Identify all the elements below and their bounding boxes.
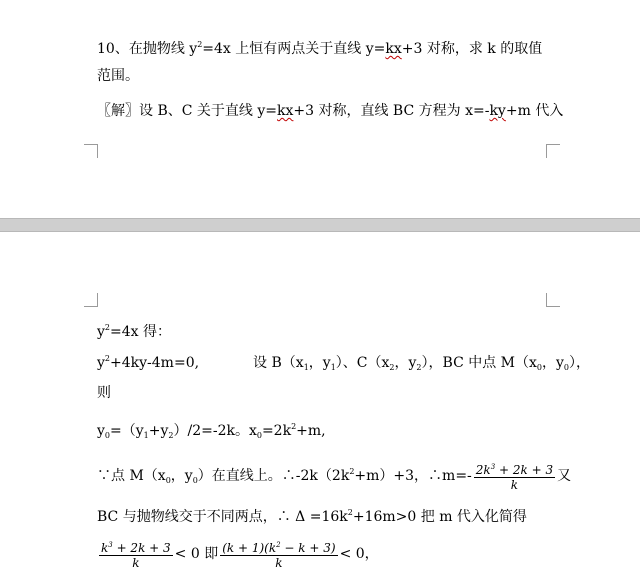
fraction-numerator: $2k^3 + 2k + 3$ xyxy=(474,460,555,478)
fraction-m xyxy=(474,460,555,492)
solution-line-7: BC 与抛物线交于不同两点，∴ $\Delta =16k^2+16m>0$ 把 m 代入化简得 xyxy=(97,508,527,525)
fraction-denominator: k xyxy=(132,556,140,570)
page-separator xyxy=(0,218,640,232)
solution-line-3: $y^2+4ky-4m=0$, 设 $B(x_1$，$y_1$）、$C(x_2$，$y_2$），BC 中点 $M(x_0$，$y_0$）， xyxy=(97,354,591,372)
fraction-denominator: k xyxy=(275,556,283,570)
document-page-2 xyxy=(0,232,640,581)
crop-mark-top-right xyxy=(546,293,560,307)
spellcheck-underline: kx xyxy=(385,41,402,57)
crop-mark-bottom-left xyxy=(84,144,98,158)
crop-mark-top-left xyxy=(84,293,98,307)
solution-line-5: $y_0=(y_1+y_2)/2=-2k$。$x_0=2k^2+m$, xyxy=(97,422,326,440)
spellcheck-underline: ky xyxy=(489,103,506,119)
document-page-1 xyxy=(0,0,640,218)
solution-line-8: $\frac{k^3 + 2k + 3}{k}$ < 0 即 $\frac{(k + 1)(k^2 - k + 3)}{k}$ < 0， xyxy=(97,536,379,572)
spellcheck-underline: kx xyxy=(277,103,294,119)
crop-mark-bottom-right xyxy=(546,144,560,158)
fraction-right xyxy=(220,538,337,570)
solution-line-2: $y^2=4x$ 得： xyxy=(97,323,171,340)
fraction-denominator: k xyxy=(510,478,519,492)
problem-line-1: 10、在抛物线 $y^2=4x$ 上恒有两点关于直线 y=kx+3 对称，求 k 的取值 xyxy=(97,40,543,57)
fraction-numerator: $k^3 + 2k + 3$ xyxy=(99,538,173,556)
fraction-left xyxy=(99,538,173,570)
solution-line-4: 则 xyxy=(97,385,111,401)
solution-line-6: ∵点 $M(x_0$，$y_0$）在直线上。$\therefore-2k(2k^2+m)+3$，∴m=- $\frac{2k^3 + 2k + 3}{k}$ 又 xyxy=(97,454,571,490)
solution-line-1: 〖解〗设 B、C 关于直线 y=kx+3 对称，直线 BC 方程为 x=-ky+m 代入 xyxy=(97,103,564,119)
problem-line-2: 范围。 xyxy=(97,68,139,84)
fraction-numerator: $(k + 1)(k^2 - k + 3)$ xyxy=(220,538,337,556)
